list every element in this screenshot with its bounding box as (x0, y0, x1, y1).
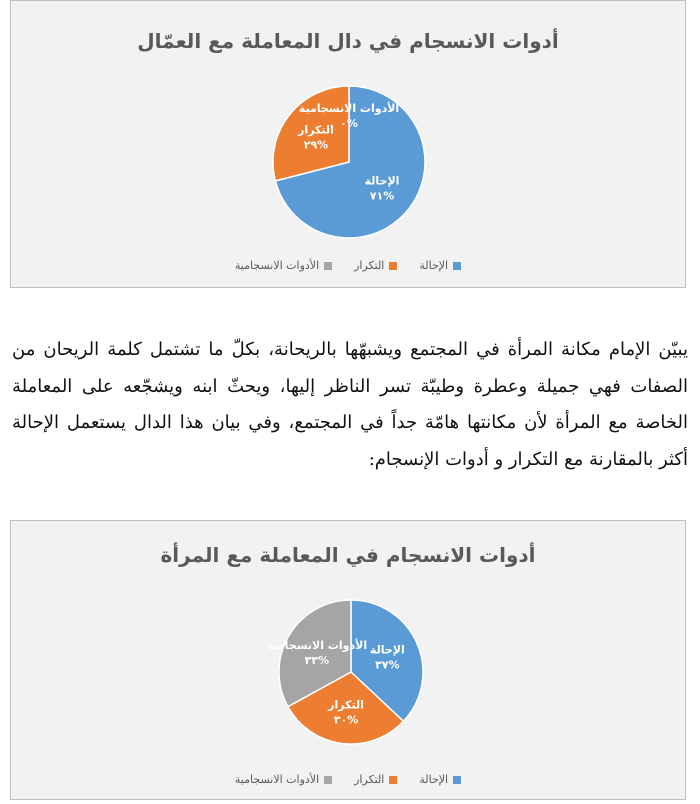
legend-swatch-icon (324, 776, 332, 784)
legend-swatch-icon (453, 262, 461, 270)
legend-label: الأدوات الانسجامية (234, 773, 320, 786)
slice-label-name: التكرار (298, 123, 334, 137)
legend (11, 259, 685, 272)
legend-label: الأدوات الانسجامية (234, 259, 320, 272)
slice-label-value: %٧١ (369, 189, 395, 203)
legend-item-repetition (354, 773, 397, 786)
slice-label-name: التكرار (328, 698, 364, 712)
body-paragraph: يبيّن الإمام مكانة المرأة في المجتمع ويشبهّها بالريحانة، بكلّ ما تشتمل كلمة الريحان من الصفات فهي جميلة وعطرة وطيبّة تسر الناظر إليها، ويحثّ ابنه ويشجّعه على المعاملة الخاصة مع المرأة لأن مكانتها هامّة جداً في المجتمع، وفي بيان هذا الدال يستعمل الإحالة أكثر بالمقارنة مع التكرار و أدوات الإنسجام: (12, 339, 688, 470)
legend-item-cohesion-tools (235, 259, 332, 272)
legend-item-referencing (419, 259, 461, 272)
slice-label-value: %٢٩ (303, 138, 329, 152)
pie-chart (11, 1, 687, 289)
legend-label: الإحالة (419, 259, 449, 272)
legend-item-cohesion-tools (235, 773, 332, 786)
pie-chart (11, 521, 687, 801)
slice-label-value: %٣٠ (333, 713, 359, 727)
slice-label-name: الإحالة (364, 174, 400, 188)
slice-label-name: الأدوات الانسجامية (298, 101, 400, 115)
legend-label: التكرار (354, 259, 385, 272)
legend-item-referencing (419, 773, 461, 786)
legend-swatch-icon (453, 776, 461, 784)
slice-label-value: %٣٣ (304, 653, 330, 667)
slice-label-value: %٠ (340, 116, 358, 130)
legend-label: التكرار (354, 773, 385, 786)
legend-item-repetition (354, 259, 397, 272)
legend-label: الإحالة (419, 773, 449, 786)
chart-woman (10, 520, 686, 800)
legend (11, 773, 685, 786)
chart-workers (10, 0, 686, 288)
slice-label-value: %٣٧ (375, 658, 400, 672)
legend-swatch-icon (324, 262, 332, 270)
chart-title: أدوات الانسجام في المعاملة مع المرأة (160, 543, 536, 567)
chart-title: أدوات الانسجام في دال المعاملة مع العمّال (137, 29, 559, 53)
legend-swatch-icon (389, 776, 397, 784)
slice-label-name: الأدوات الانسجامية (266, 638, 368, 652)
legend-swatch-icon (389, 262, 397, 270)
slice-label-name: الإحالة (369, 643, 405, 657)
